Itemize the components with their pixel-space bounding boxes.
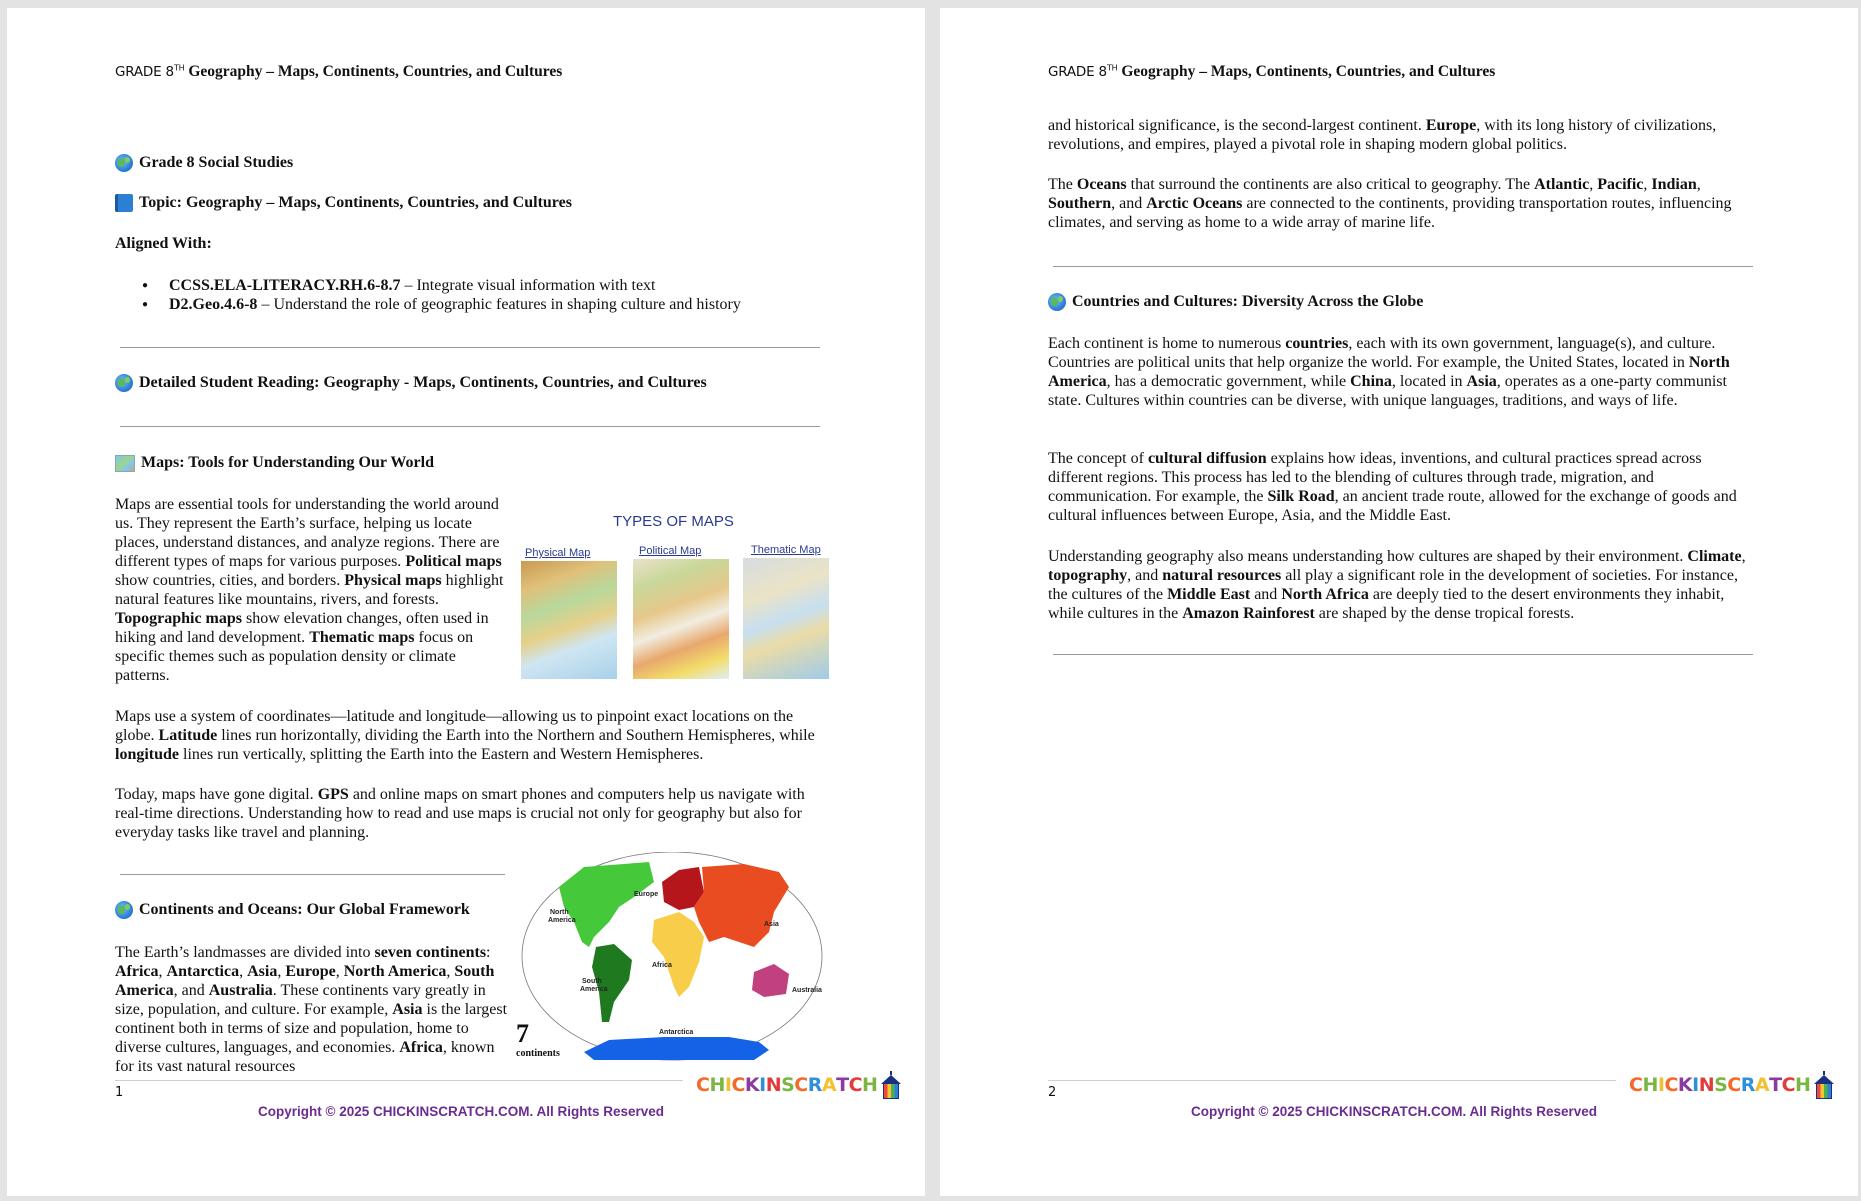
text-run: The concept of [1048, 450, 1148, 467]
bold-term: Latitude [158, 727, 218, 744]
section-divider [120, 347, 820, 348]
physical-map-image [521, 561, 617, 679]
text-run: , [1643, 176, 1652, 193]
logo-letter: K [1677, 1074, 1693, 1096]
bold-term: Southern [1048, 195, 1112, 212]
logo-letter: C [848, 1074, 863, 1096]
text-run: are connected to the continents, providing transportation routes, influencing climates, and serving as home to a wide array of marine life. [1048, 195, 1732, 231]
bold-term: China [1350, 373, 1392, 390]
logo-letter: H [862, 1074, 878, 1096]
logo-letter: C [1781, 1074, 1796, 1096]
footer-rule [115, 1080, 683, 1081]
standards-list [115, 276, 741, 314]
logo-letter: I [759, 1074, 766, 1096]
reading-heading [115, 374, 707, 392]
bold-term: GPS [317, 786, 349, 803]
logo-letter: T [836, 1074, 849, 1096]
logo-letter: I [724, 1074, 732, 1096]
continents-heading [115, 901, 470, 919]
bold-term: Silk Road [1267, 488, 1335, 505]
bold-term: topography [1048, 567, 1128, 584]
bold-term: Asia [247, 963, 278, 980]
topic-heading [115, 194, 572, 212]
antarctica-shape [584, 1037, 769, 1060]
oceans-paragraph [1048, 175, 1760, 232]
thematic-map-image [743, 558, 829, 679]
text-run: show countries, cities, and borders. [115, 572, 345, 589]
bold-term: Arctic Oceans [1146, 195, 1243, 212]
text-run: , operates as a one-party communist state. Cultures within countries can be diverse, with unique languages, traditions, and ways of life. [1048, 373, 1727, 409]
section-divider [1053, 654, 1753, 655]
text-run: that surround the continents are also critical to geography. The [1126, 176, 1535, 193]
bold-term: cultural diffusion [1147, 450, 1267, 467]
bold-term: longitude [115, 746, 180, 763]
text-run: , known for its vast natural resources [115, 1039, 495, 1075]
text-run: Each continent is home to numerous [1048, 335, 1286, 352]
logo-wordmark [1629, 1074, 1810, 1096]
running-header-title: Geography – Maps, Continents, Countries, and Cultures [188, 63, 563, 80]
bold-term: Amazon Rainforest [1182, 605, 1315, 622]
political-map-label: Political Map [639, 545, 702, 557]
bold-term: Europe [285, 963, 336, 980]
cultures-paragraph-2 [1048, 449, 1760, 525]
bold-term: Topographic maps [115, 610, 242, 627]
logo-letter: A [821, 1074, 837, 1096]
logo-letter: C [696, 1074, 710, 1096]
text-run: lines run horizontally, dividing the Earth into the Northern and Southern Hemispheres, while [217, 727, 815, 744]
text-run: , each with its own government, language(s), and culture. Countries are political units that help organize the world. For example, the United States, located in [1048, 335, 1716, 371]
globe-icon [115, 154, 133, 172]
world-map-icon [115, 455, 135, 472]
seven-continents-map [514, 852, 826, 1062]
map-label-north-america-2: America [548, 917, 576, 924]
section-divider [1053, 266, 1753, 267]
maps-paragraph-3 [115, 785, 825, 842]
text-run: , [277, 963, 286, 980]
chickinscratch-logo [1629, 1071, 1834, 1099]
text-run: , and [1127, 567, 1163, 584]
bold-term: Indian [1651, 176, 1697, 193]
section-divider [120, 426, 820, 427]
map-label-north-america-1: North [550, 909, 569, 916]
map-label-antarctica: Antarctica [659, 1029, 694, 1036]
standard-item: ● CCSS.ELA-LITERACY.RH.6-8.7 – Integrate visual information with text [115, 276, 741, 295]
logo-letter: C [1664, 1074, 1678, 1096]
logo-letter: A [1754, 1074, 1770, 1096]
globe-icon [1048, 293, 1066, 311]
text-run: show elevation changes, often used in hiking and land development. [115, 610, 489, 646]
logo-letter: H [1642, 1074, 1658, 1096]
text-run: are deeply tied to the desert environments they inhabit, while cultures in the [1048, 586, 1725, 622]
text-run: Maps use a system of coordinates—latitude and longitude—allowing us to pinpoint exact locations on the globe. [115, 708, 794, 744]
document-page-1 [7, 8, 925, 1196]
bold-term: Europe [1425, 117, 1477, 134]
logo-letter: S [781, 1074, 795, 1096]
logo-wordmark [696, 1074, 877, 1096]
course-heading-text: Grade 8 Social Studies [139, 154, 294, 171]
bold-term: Middle East [1167, 586, 1251, 603]
map-label-south-america-1: South [582, 978, 602, 985]
text-run: , has a democratic government, while [1106, 373, 1351, 390]
logo-letter: R [1740, 1074, 1755, 1096]
cultures-paragraph-3 [1048, 547, 1760, 623]
maps-paragraph-1 [115, 495, 511, 685]
logo-letter: H [1795, 1074, 1811, 1096]
text-run: , and [173, 982, 209, 999]
text-run: , [446, 963, 455, 980]
map-label-australia: Australia [792, 987, 822, 994]
bold-term: South America [115, 963, 495, 999]
text-run: explains how ideas, inventions, and cultural practices spread across different regions. This process has led to the blending of cultures through trade, migration, and communication. For example, the [1048, 450, 1702, 505]
running-header-grade: GRADE 8TH [115, 63, 185, 80]
globe-icon [115, 374, 133, 392]
bold-term: Africa [399, 1039, 443, 1056]
logo-letter: C [1629, 1074, 1643, 1096]
logo-letter: C [731, 1074, 745, 1096]
text-run: : [486, 944, 491, 961]
footer-rule [1048, 1080, 1616, 1081]
bold-term: North America [343, 963, 447, 980]
maps-heading [115, 454, 434, 472]
aligned-with-label: Aligned With: [115, 235, 212, 252]
running-header [1048, 63, 1495, 81]
document-page-2 [940, 8, 1858, 1196]
physical-map-label: Physical Map [525, 547, 591, 559]
running-header [115, 63, 562, 81]
logo-letter: N [765, 1074, 782, 1096]
text-run: Today, maps have gone digital. [115, 786, 318, 803]
text-run: , [239, 963, 248, 980]
schoolhouse-icon [881, 1071, 901, 1099]
continent-count: 7 [516, 1019, 529, 1048]
topic-heading-text: Topic: Geography – Maps, Continents, Countries, and Cultures [139, 194, 572, 211]
text-run: Maps are essential tools for understanding the world around us. They represent the Earth’s surface, helping us locate places, understand distances, and analyze regions. There are different types of maps for various purposes. [115, 496, 500, 570]
bold-term: Physical maps [344, 572, 442, 589]
text-run: , [1589, 176, 1598, 193]
chickinscratch-logo [696, 1071, 901, 1099]
schoolhouse-icon [1814, 1071, 1834, 1099]
text-run: focus on specific themes such as population density or climate patterns. [115, 629, 474, 684]
text-run: , with its long history of civilizations, revolutions, and empires, played a pivotal role in shaping modern global politics. [1048, 117, 1717, 153]
types-of-maps-figure [513, 498, 831, 683]
bold-term: natural resources [1162, 567, 1282, 584]
maps-paragraph-2 [115, 707, 825, 764]
standard-item: ● D2.Geo.4.6-8 – Understand the role of geographic features in shaping culture and history [115, 295, 741, 314]
cultures-heading-text: Countries and Cultures: Diversity Across the Globe [1072, 293, 1424, 310]
bold-term: Africa [115, 963, 159, 980]
text-run: is the largest continent both in terms of size and population, home to diverse cultures, languages, and economies. [115, 1001, 508, 1056]
bold-term: Thematic maps [309, 629, 415, 646]
book-icon [115, 194, 133, 212]
continents-paragraph [115, 943, 515, 1076]
logo-letter: H [709, 1074, 725, 1096]
text-run: highlight natural features like mountains, rivers, and forests. [115, 572, 504, 608]
bold-term: countries [1285, 335, 1349, 352]
bold-term: Asia [392, 1001, 423, 1018]
logo-letter: I [1657, 1074, 1665, 1096]
text-run: , and [1111, 195, 1147, 212]
text-run: , [158, 963, 167, 980]
map-label-asia: Asia [764, 921, 779, 928]
logo-letter: I [1692, 1074, 1699, 1096]
copyright-text: Copyright © 2025 CHICKINSCRATCH.COM. All Rights Reserved [1191, 1104, 1598, 1119]
text-run: The [1048, 176, 1077, 193]
logo-letter: S [1714, 1074, 1728, 1096]
thematic-map-label: Thematic Map [751, 544, 821, 556]
text-run: The Earth’s landmasses are divided into [115, 944, 375, 961]
text-run: and online maps on smart phones and computers help us navigate with real-time directions. Understanding how to read and use maps is crucial not only for geography but also for everyday tasks like travel and planning. [115, 786, 805, 841]
bold-term: seven continents [374, 944, 487, 961]
text-run: . These continents vary greatly in size, population, and culture. For example, [115, 982, 486, 1018]
page-number: 1 [115, 1085, 124, 1100]
text-run: all play a significant role in the development of societies. For instance, the cultures of the [1048, 567, 1738, 603]
bold-term: Asia [1466, 373, 1497, 390]
text-run: and historical significance, is the second-largest continent. [1048, 117, 1426, 134]
map-label-europe: Europe [634, 891, 659, 898]
cultures-paragraph-1 [1048, 334, 1760, 410]
logo-letter: R [807, 1074, 822, 1096]
text-run: are shaped by the dense tropical forests. [1314, 605, 1575, 622]
logo-letter: C [1727, 1074, 1741, 1096]
section-divider [120, 874, 505, 875]
continents-heading-text: Continents and Oceans: Our Global Framework [139, 901, 470, 918]
bold-term: North America [1048, 354, 1730, 390]
bold-term: Atlantic [1534, 176, 1590, 193]
copyright-text: Copyright © 2025 CHICKINSCRATCH.COM. All Rights Reserved [258, 1104, 665, 1119]
course-heading [115, 154, 293, 172]
bold-term: Climate [1687, 548, 1742, 565]
reading-heading-text: Detailed Student Reading: Geography - Maps, Continents, Countries, and Cultures [139, 374, 707, 391]
logo-letter: C [794, 1074, 808, 1096]
map-label-south-america-2: America [580, 986, 608, 993]
text-run: , located in [1391, 373, 1467, 390]
political-map-image [633, 559, 729, 679]
bold-term: Political maps [405, 553, 502, 570]
bold-term: Australia [208, 982, 273, 999]
text-run: lines run vertically, splitting the Earth into the Eastern and Western Hemispheres. [179, 746, 704, 763]
figure-title: TYPES OF MAPS [613, 513, 734, 530]
text-run: , [1741, 548, 1746, 565]
cultures-heading [1048, 293, 1423, 311]
continent-count-label: continents [516, 1048, 560, 1059]
page-number: 2 [1048, 1085, 1057, 1100]
globe-icon [115, 901, 133, 919]
bold-term: North Africa [1281, 586, 1369, 603]
running-header-title: Geography – Maps, Continents, Countries, and Cultures [1121, 63, 1496, 80]
text-run: , [1696, 176, 1701, 193]
text-run: , [335, 963, 344, 980]
text-run: and [1250, 586, 1282, 603]
bold-term: Oceans [1076, 176, 1127, 193]
text-run: , an ancient trade route, allowed for the exchange of goods and cultural influences between Europe, Asia, and the Middle East. [1048, 488, 1737, 524]
running-header-grade: GRADE 8TH [1048, 63, 1118, 80]
bold-term: Pacific [1597, 176, 1644, 193]
logo-letter: N [1698, 1074, 1715, 1096]
map-label-africa: Africa [652, 962, 672, 969]
text-run: Understanding geography also means understanding how cultures are shaped by their environment. [1048, 548, 1688, 565]
continued-paragraph [1048, 116, 1760, 154]
logo-letter: T [1769, 1074, 1782, 1096]
bold-term: Antarctica [166, 963, 240, 980]
maps-heading-text: Maps: Tools for Understanding Our World [141, 454, 434, 471]
logo-letter: K [744, 1074, 760, 1096]
